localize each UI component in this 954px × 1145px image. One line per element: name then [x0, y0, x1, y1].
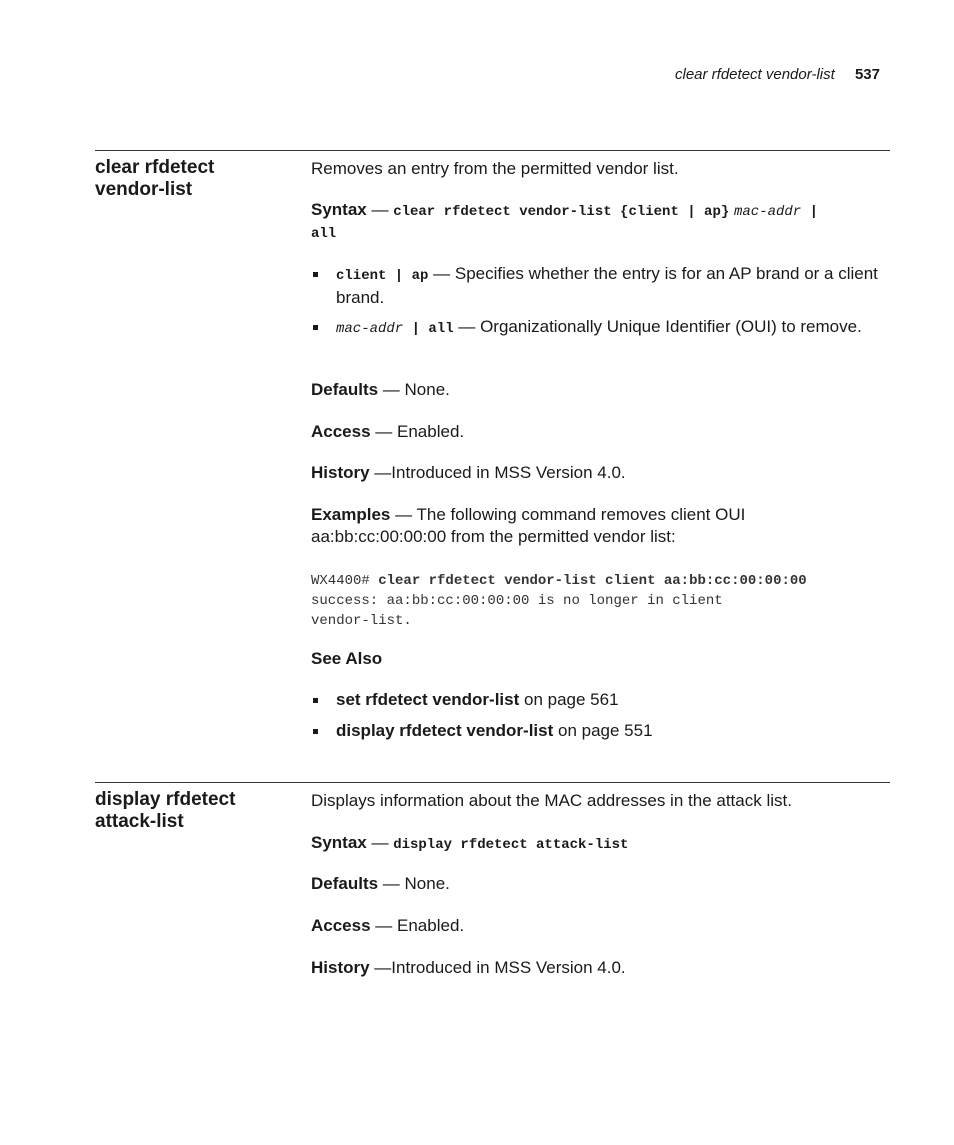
code-output: success: aa:bb:cc:00:00:00 is no longer in client [311, 593, 723, 609]
syntax-label: Syntax [311, 833, 367, 852]
list-item: client | ap — Specifies whether the entry is for an AP brand or a client brand. [311, 263, 886, 309]
section-clear-rfdetect-vendor-list [95, 150, 890, 751]
see-also-heading: See Also [311, 649, 383, 668]
bullet-icon [313, 325, 318, 330]
list-item: set rfdetect vendor-list on page 561 [311, 689, 886, 711]
list-item: display rfdetect vendor-list on page 551 [311, 720, 886, 742]
syntax-block: Syntax — clear rfdetect vendor-list {client | ap} mac-addr | all [311, 199, 886, 245]
defaults: Defaults — None. [311, 874, 450, 893]
code-example [311, 569, 807, 631]
section-title: clear rfdetect vendor-list [95, 157, 215, 200]
section-title: display rfdetect attack-list [95, 789, 236, 832]
syntax-command: clear rfdetect vendor-list {client | ap} [393, 204, 730, 220]
description: Displays information about the MAC addresses in the attack list. [311, 791, 792, 810]
examples: Examples — The following command removes client OUI aa:bb:cc:00:00:00 from the permitted vendor list: [311, 505, 746, 546]
list-item: mac-addr | all — Organizationally Unique Identifier (OUI) to remove. [311, 316, 886, 340]
cross-reference-link[interactable]: set rfdetect vendor-list [336, 690, 520, 709]
syntax-arg: mac-addr [734, 204, 802, 220]
code-command: clear rfdetect vendor-list client aa:bb:cc:00:00:00 [378, 573, 807, 589]
syntax-command: display rfdetect attack-list [393, 837, 629, 853]
defaults: Defaults — None. [311, 380, 450, 399]
history: History —Introduced in MSS Version 4.0. [311, 463, 626, 482]
history: History —Introduced in MSS Version 4.0. [311, 958, 626, 977]
syntax-line2: all [311, 226, 337, 242]
syntax-label: Syntax [311, 200, 367, 219]
description: Removes an entry from the permitted vendor list. [311, 159, 679, 178]
section-display-rfdetect-attack-list [95, 782, 890, 993]
access: Access — Enabled. [311, 916, 465, 935]
cross-reference-link[interactable]: display rfdetect vendor-list [336, 721, 554, 740]
code-output: vendor-list. [311, 613, 412, 629]
access: Access — Enabled. [311, 422, 465, 441]
bullet-icon [313, 729, 318, 734]
bullet-icon [313, 698, 318, 703]
running-header [675, 66, 880, 83]
code-prompt: WX4400# [311, 573, 379, 589]
header-title: clear rfdetect vendor-list [675, 66, 835, 83]
syntax-block: Syntax — display rfdetect attack-list [311, 833, 629, 853]
bullet-icon [313, 272, 318, 277]
page-number: 537 [854, 66, 880, 83]
